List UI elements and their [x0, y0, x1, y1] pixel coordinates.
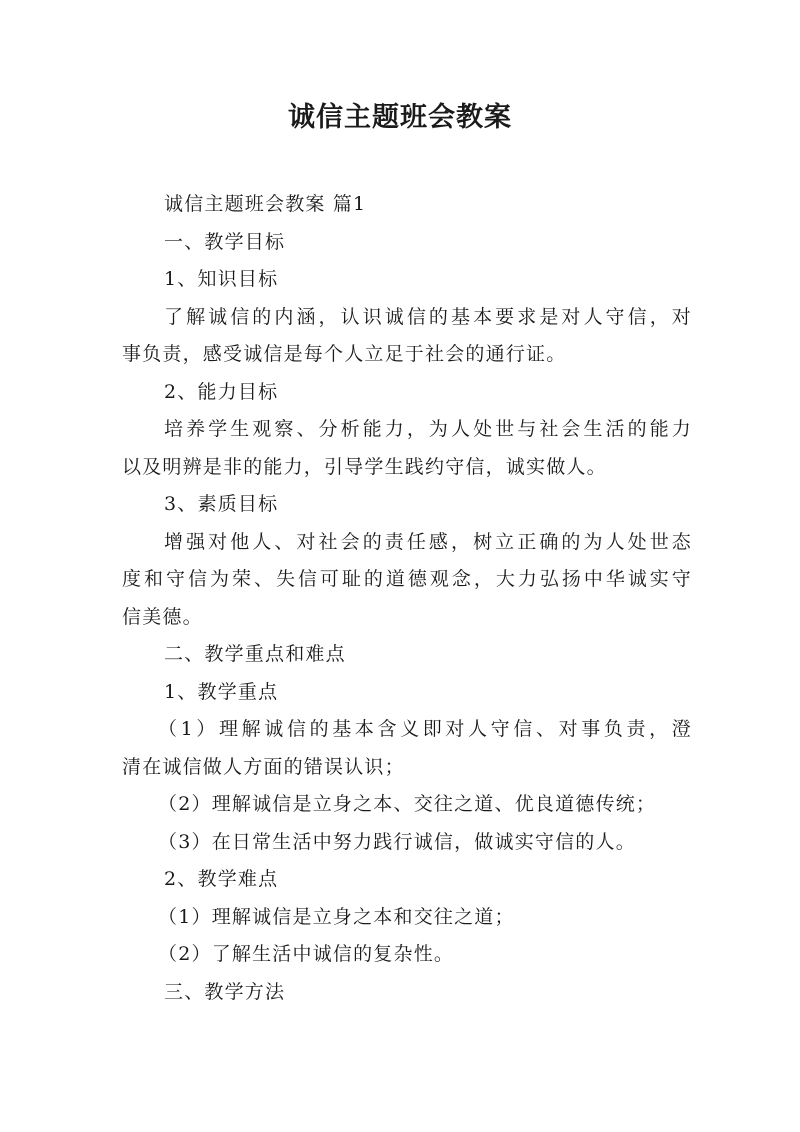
subheading-knowledge-goal: 1、知识目标: [164, 268, 279, 290]
heading-teaching-goals: 一、教学目标: [164, 230, 286, 253]
subheading-quality-goal: 3、素质目标: [164, 493, 279, 515]
paragraph-line: 培养学生观察、分析能力，为人处世与社会生活的能力: [164, 418, 692, 440]
list-item: （1）理解诚信是立身之本和交往之道；: [158, 905, 515, 928]
section-heading: 诚信主题班会教案 篇1: [164, 193, 367, 215]
subheading-ability-goal: 2、能力目标: [164, 380, 279, 403]
list-item: （2）了解生活中诚信的复杂性。: [158, 943, 455, 965]
paragraph-line: 度和守信为荣、失信可耻的道德观念，大力弘扬中华诚实守: [122, 568, 692, 590]
list-item: （2）理解诚信是立身之本、交往之道、优良道德传统；: [158, 793, 657, 815]
document-title: 诚信主题班会教案: [288, 102, 512, 133]
paragraph-line: 信美德。: [122, 605, 203, 628]
paragraph-line: 增强对他人、对社会的责任感，树立正确的为人处世态: [164, 530, 692, 553]
paragraph-line: 事负责，感受诚信是每个人立足于社会的通行证。: [122, 343, 567, 365]
list-item-continuation: 清在诚信做人方面的错误认识；: [122, 755, 405, 778]
document-body: [122, 186, 692, 1011]
heading-key-points: 二、教学重点和难点: [164, 643, 346, 665]
heading-teaching-methods: 三、教学方法: [164, 980, 286, 1003]
subheading-key-points: 1、教学重点: [164, 680, 279, 703]
list-item: （1）理解诚信的基本含义即对人守信、对事负责，澄: [158, 718, 692, 740]
list-item: （3）在日常生活中努力践行诚信，做诚实守信的人。: [158, 830, 636, 853]
paragraph-line: 以及明辨是非的能力，引导学生践约守信，诚实做人。: [122, 455, 607, 478]
subheading-difficulties: 2、教学难点: [164, 868, 279, 890]
paragraph-line: 了解诚信的内涵，认识诚信的基本要求是对人守信，对: [164, 305, 692, 328]
